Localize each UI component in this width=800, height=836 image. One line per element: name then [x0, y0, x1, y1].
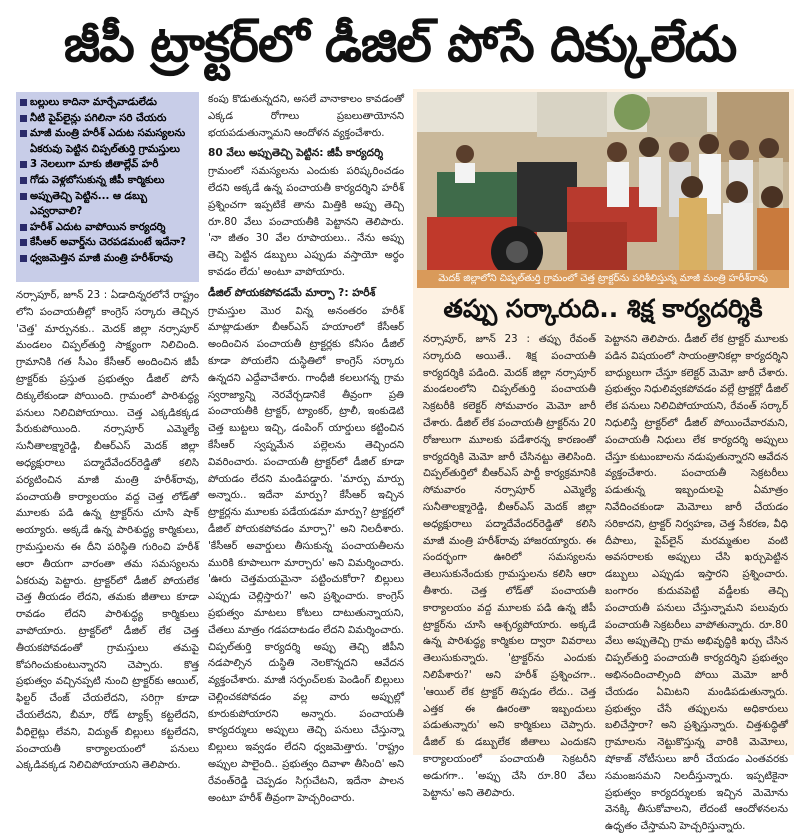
- article-subheading: డీజిల్ పోయకపోవడమే మార్పా ?: హరీశ్: [208, 286, 376, 299]
- bullet-square-icon: [20, 177, 27, 184]
- highlight-item: [20, 157, 195, 173]
- sidebar-headline: తప్పు సర్కారుది.. శిక్ష కార్యదర్శికి: [443, 294, 763, 323]
- article-paragraph: పెట్టానని తెలిపారు. డీజిల్ లేక ట్రాక్టర్ మూలకు పడిన విషయంలో సాయంత్రానికల్లా కార్యదర్శిని బాధ్యులుగా చేస్తూ కలెక్టర్ మెమో జారీ చేశారు. ప్రభుత్వం నిధులివ్వకపోవడం వల్లే ట్రాక్టర్లో డీజిల్ లేక పనులు నిలిచిపోయాయని, రేవంత్ సర్కార్ నిధులిస్తే ట్రాక్టర్‌లో డీజిల్ పోయించేవారమని, పంచాయతీ నిధులు లేక కార్యదర్శి అప్పులు చేస్తూ కుటుంబాలను నడుపుతున్నారని ఆవేదన వ్యక్తంచేశారు. పంచాయతీ సెక్రటరీలు పడుతున్న ఇబ్బందులపై ఏమాత్రం నివేదించకుండా మెమోలు జారీ చేయడం సరికాదని, ట్రాక్టర్ నిర్వహణ, చెత్త సేకరణ, వీధి దీపాలు, పైప్‌లైన్ మరమ్మతుల వంటి అవసరాలకు అప్పులు చేసి ఖర్చుపెట్టిన డబ్బులు ఎప్పుడు ఇస్తారని ప్రశ్నించారు. బంగారం కుదువపెట్టి వడ్డీలకు తెచ్చి పంచాయతీ పనులు చేస్తున్నామని పలువురు పంచాయతీ సెక్రటరీలు వాపోతున్నారు. రూ.80 వేలు అప్పుతెచ్చి గ్రామ అభివృద్ధికి ఖర్చు చేసిన చిప్పల్‌తుర్తి పంచాయతీ కార్యదర్శిని ప్రభుత్వం అభినందించాల్సింది పోయి మెమో జారీ చేయడం ఏమిటని మండిపడుతున్నారు. ప్రభుత్వం చేసే తప్పులను అధికారులు బలిచేస్తారా? అని ప్రశ్నిస్తున్నారు. చిత్తశుద్ధితో గ్రామాలను నెట్టుకొస్తున్న వారికి మెమోలు, షోకాజ్ నోటీసులు జారీ చేయడం ఎంతవరకు సమంజసమని నిలదీస్తున్నారు. ఇప్పటికైనా ప్రభుత్వం కార్యదర్శులకు ఇచ్చిన మెమోను వెనక్కి తీసుకోవాలని, లేదంటే ఆందోళనలను ఉధృతం చేస్తామని హెచ్చరిస్తున్నారు.: [605, 334, 788, 833]
- highlight-text: నీటి పైప్‌లైన్లు పగిలినా సరి చేయరు: [30, 112, 167, 124]
- sidebar-column-2: [605, 332, 788, 833]
- bullet-square-icon: [20, 224, 27, 231]
- article-subheading: 80 వేలు అప్పుతెచ్చి పెట్టిన: జీపీ కార్యదర్శి: [208, 147, 384, 160]
- highlight-text: మాజీ మంత్రి హరీశ్ ఎదుట సమస్యలను: [30, 128, 186, 140]
- article-paragraph: గ్రామంలో సమస్యలను ఎందుకు పరిష్కరించడం లేదని అక్కడే ఉన్న పంచాయతీ కార్యదర్శిని హరీశ్ ప్రశ్నించగా ఇప్పటికే తాను మిత్తికి అప్పు తెచ్చి రూ.80 వేలు పంచాయతీకి పెట్టానని తెలిపారు. 'నా జీతం 30 వేల రూపాయలు.. నేను అప్పు తెచ్చి పెట్టిన డబ్బులు ఎప్పుడు వస్తాయో అర్థం కావడం లేదు' అంటూ వాపోయారు.: [208, 166, 404, 278]
- bullet-square-icon: [20, 239, 27, 246]
- news-photo: [417, 92, 789, 270]
- article-paragraph: నర్సాపూర్, జూన్ 23 : తప్పు రేవంత్ సర్కారుది అయితే.. శిక్ష పంచాయతీ కార్యదర్శికి పడింది. మెదక్ జిల్లా నర్సాపూర్ మండలంలోని చిప్పల్‌తుర్తి పంచాయతీ సెక్రటరీకి కలెక్టర్ సోమవారం మెమో జారీ చేశారు. డీజిల్ లేక పంచాయతీ ట్రాక్టర్‌ను 20 రోజులుగా మూలకు పడేశారన్న కారణంతో కార్యదర్శికి మెమో జారీ చేసినట్టు తెలిసింది. చిప్పల్‌తుర్తిలో బీఆర్ఎస్ పార్టీ కార్యక్రమానికి సోమవారం నర్సాపూర్ ఎమ్మెల్యే సునీతాలక్ష్మారెడ్డి, బీఆర్ఎస్ మెదక్ జిల్లా అధ్యక్షురాలు పద్మాదేవేందర్‌రెడ్డితో కలిసి మాజీ మంత్రి హరీశ్‌రావు హాజరయ్యారు. ఈ సందర్భంగా ఊరిలో సమస్యలను తెలుసుకునేందుకు గ్రామస్తులను కలిసి ఆరా తీశారు. చెత్త లోడ్‌తో పంచాయతీ కార్యాలయం వద్ద మూలకు పడి ఉన్న జీపీ ట్రాక్టర్‌ను చూసి ఆశ్చర్యపోయారు. అక్కడే ఉన్న పారిశుద్ధ్య కార్మికుల ద్వారా వివరాలు తెలుసుకున్నారు. 'ట్రాక్టర్‌ను ఎందుకు నిలిపేశారు?' అని హరీశ్ ప్రశ్నించగా.. 'ఆయిల్ లేక ట్రాక్టర్ తిప్పడం లేదు.. చెత్త ఎత్తక ఈ ఊరంతా ఇబ్బందులు పడుతున్నారు' అని కార్మికులు చెప్పారు. డీజిల్ కు డబ్బులేక జీతాలు ఎందుకని కార్యాలయంలో పంచాయతీ సెక్రటరీని అడుగగా.. 'అప్పు చేసి రూ.80 వేలు పెట్టాను' అని తెలిపారు.: [423, 334, 596, 799]
- highlight-text: ఏకరువు పెట్టిన చిప్పల్‌తుర్తి గ్రామస్తులు: [30, 143, 180, 155]
- photo-caption: మెదక్ జిల్లాలోని చిప్పల్‌తుర్తి గ్రామంలో చెత్త ట్రాక్టర్‌ను పరిశీలిస్తున్న మాజీ మంత్రి హరీశ్‌రావు: [417, 270, 789, 288]
- highlight-item: [20, 251, 195, 267]
- tractor-crowd-photo: [417, 92, 789, 270]
- bullet-square-icon: [20, 161, 27, 168]
- highlight-item: [20, 220, 195, 236]
- highlight-text: బల్లులు కాదినా మార్చేవాడులేడు: [30, 97, 157, 108]
- highlight-text: ధ్వజమెత్తిన మాజీ మంత్రి హరీశ్‌రావు: [30, 252, 173, 264]
- article-column-1: [16, 288, 199, 772]
- highlight-text: హరీశ్ ఎదుట వాపోయిన కార్యదర్శి: [30, 221, 166, 233]
- highlight-text: గోడు వెళ్లబోసుకున్న జీపీ కార్మికులు: [30, 174, 165, 186]
- article-column-2: [208, 92, 404, 804]
- bullet-square-icon: [20, 130, 27, 137]
- highlight-text: అప్పుతెచ్చి పెట్టిన... ఆ డబ్బు ఎవ్వరావాలి?: [30, 190, 148, 218]
- highlight-item: [20, 235, 195, 251]
- article-paragraph: గ్రామస్తుల మొర విన్న అనంతరం హరీశ్ మాట్లాడుతూ బీఆర్ఎస్ హయాంలో కేసీఆర్ అందించిన పంచాయతీ ట్రాక్టర్లకు కనీసం డీజిల్ కూడా పోయలేని దుస్థితిలో కాంగ్రెస్ సర్కారు ఉన్నదని ఎద్దేవాచేశారు. గాంధీజీ కలలుగన్న గ్రామ స్వరాజ్యాన్ని నెరవేర్చడానికే తీవ్రంగా ప్రతి పంచాయతీకి ట్రాక్టర్, ట్యాంకర్, ట్రాలీ, ఇంకుడెటి చెత్త బుట్టలు ఇచ్చి, డంపింగ్ యార్డులు కట్టించిన కేసీఆర్ స్వప్నమేన పల్లెలను తెచ్చిందని వివరించారు. పంచాయతీ ట్రాక్టర్‌లో డీజిల్ కూడా పోయడం లేదని మండిపడ్డారు. 'మార్పు మార్పు అన్నారు.. ఇదేనా మార్పు? కేసీఆర్ ఇచ్చిన ట్రాక్టర్లను మూలకు పడేయడమా మార్పు? ట్రాక్టర్లలో డీజిల్ పోయకపోవడం మార్పా?' అని నిలదీశారు. 'కేసీఆర్ అవార్డులు తీసుకున్న పంచాయతీలను మురికి కూపాలుగా మార్చారు' అని విమర్శించారు. 'ఊరు చెత్తమయమైనా పట్టించుకోరా? బిల్లులు ఎప్పుడు చెల్లిస్తారు?' అని ప్రశ్నించారు. కాంగ్రెస్ ప్రభుత్వం మాటలు కోటలు దాటుతున్నాయని, చేతలు మాత్రం గడపదాటడం లేదని విమర్శించారు. చిప్పల్‌తుర్తి కార్యదర్శి అప్పు తెచ్చి జీపీని నడపాల్సిన దుస్థితి నెలకొన్నదని ఆవేదన వ్యక్తంచేశారు. మాజీ సర్పంచ్‌లకు పెండింగ్ బిల్లులు చెల్లించకపోవడం వల్ల వారు అప్పుల్లో కూరుకుపోయారని అన్నారు. పంచాయతీ కార్యదర్శులు అప్పులు తెచ్చి పనులు చేస్తున్నా బిల్లులు ఇవ్వడం లేదని ధ్వజమెత్తారు. 'రాష్ట్రం అప్పుల పాలైంది.. ప్రభుత్వం దివాళా తీసింది' అని రేవంత్‌రెడ్డి చెప్పడం సిగ్గుచేటని, ఇదేనా పాలన అంటూ హరీశ్ తీవ్రంగా హెచ్చరించారు.: [208, 305, 404, 804]
- highlight-item: [20, 173, 195, 189]
- highlights-box: [16, 92, 199, 282]
- highlight-item: [20, 126, 195, 142]
- highlight-text: 3 నెలలుగా మాకు జీతాల్లేవ్ హరీ: [30, 159, 159, 171]
- highlight-item: [20, 189, 195, 220]
- bullet-square-icon: [20, 115, 27, 122]
- highlight-item: [20, 111, 195, 127]
- highlight-item: [20, 142, 195, 158]
- highlight-item: [20, 95, 195, 111]
- article-paragraph: కంపు కొడుతున్నదని, అసలే వానాకాలం కావడంతో ఎక్కడ రోగాలు ప్రబలుతాయోనని భయపడుతున్నామని ఆందోళన వ్యక్తంచేశారు.: [208, 94, 404, 139]
- sidebar-column-1: [423, 332, 596, 799]
- article-paragraph: నర్సాపూర్, జూన్ 23 : ఏడాదిన్నరలోనే రాష్ట్రం లోని పంచాయతీల్లో కాంగ్రెస్ సర్కారు తెచ్చిన 'చెత్త' మార్పునకు.. మెదక్ జిల్లా నర్సాపూర్ మండలం చిప్పల్‌తుర్తి సాక్ష్యంగా నిలిచింది. గ్రామానికి గత సీఎం కేసీఆర్ అందించిన జీపీ ట్రాక్టర్‌కు ప్రస్తుత ప్రభుత్వం డీజిల్ పోసే దిక్కులేకుండా పోయింది. గ్రామంలో పారిశుద్ధ్య పనులు నిలిచిపోయాయి. చెత్త ఎక్కడికక్కడ పేరుకుపోయింది. నర్సాపూర్ ఎమ్మెల్యే సునీతాలక్ష్మారెడ్డి, బీఆర్ఎస్ మెదక్ జిల్లా అధ్యక్షురాలు పద్మాదేవేందర్‌రెడ్డితో కలిసి పర్యటించిన మాజీ మంత్రి హరీశ్‌రావు, పంచాయతీ కార్యాలయం వద్ద చెత్త లోడ్‌తో మూలకు పడి ఉన్న ట్రాక్టర్‌ను చూసి షాక్ అయ్యారు. అక్కడే ఉన్న పారిశుద్ధ్య కార్మికులు, గ్రామస్తులను ఈ దీని పరిస్థితి గురించి హరీశ్ ఆరా తీయగా వారంతా తమ సమస్యలను ఏకరువు పెట్టారు. ట్రాక్టర్‌లో డీజిల్ పోయలేక చెత్త తీయడం లేదని, తమకు జీతాలు కూడా రావడం లేదని పారిశుద్ధ్య కార్మికులు వాపోయారు. ట్రాక్టర్‌లో డీజిల్ లేక చెత్త తీయకపోవడంతో గ్రామస్తులు తమపై కోపగించుకుంటున్నారని చెప్పారు. కొత్త ప్రభుత్వం వచ్చినప్పటి నుంచి ట్రాక్టర్‌కు ఆయిల్, ఫిల్టర్ చేంజ్ చేయలేదని, సరిగ్గా కూడా చేయలేదని, బీమా, రోడ్ ట్యాక్స్ కట్టలేదని, వీధిలైట్లు లేవని, విద్యుత్ బిల్లులు కట్టలేదని, పంచాయతీ కార్యాలయంలో పనులు ఎక్కడివక్కడ నిలిచిపోయాయని తెలిపారు.: [16, 290, 199, 772]
- headline: జీపీ ట్రాక్టర్‌లో డీజిల్ పోసే దిక్కులేదు: [63, 15, 737, 73]
- bullet-square-icon: [20, 99, 27, 106]
- bullet-square-icon: [20, 255, 27, 262]
- bullet-square-icon: [20, 193, 27, 200]
- highlight-text: కేసీఆర్ అవార్డ్‌ను చెరపడమంటే ఇదేనా?: [30, 237, 186, 249]
